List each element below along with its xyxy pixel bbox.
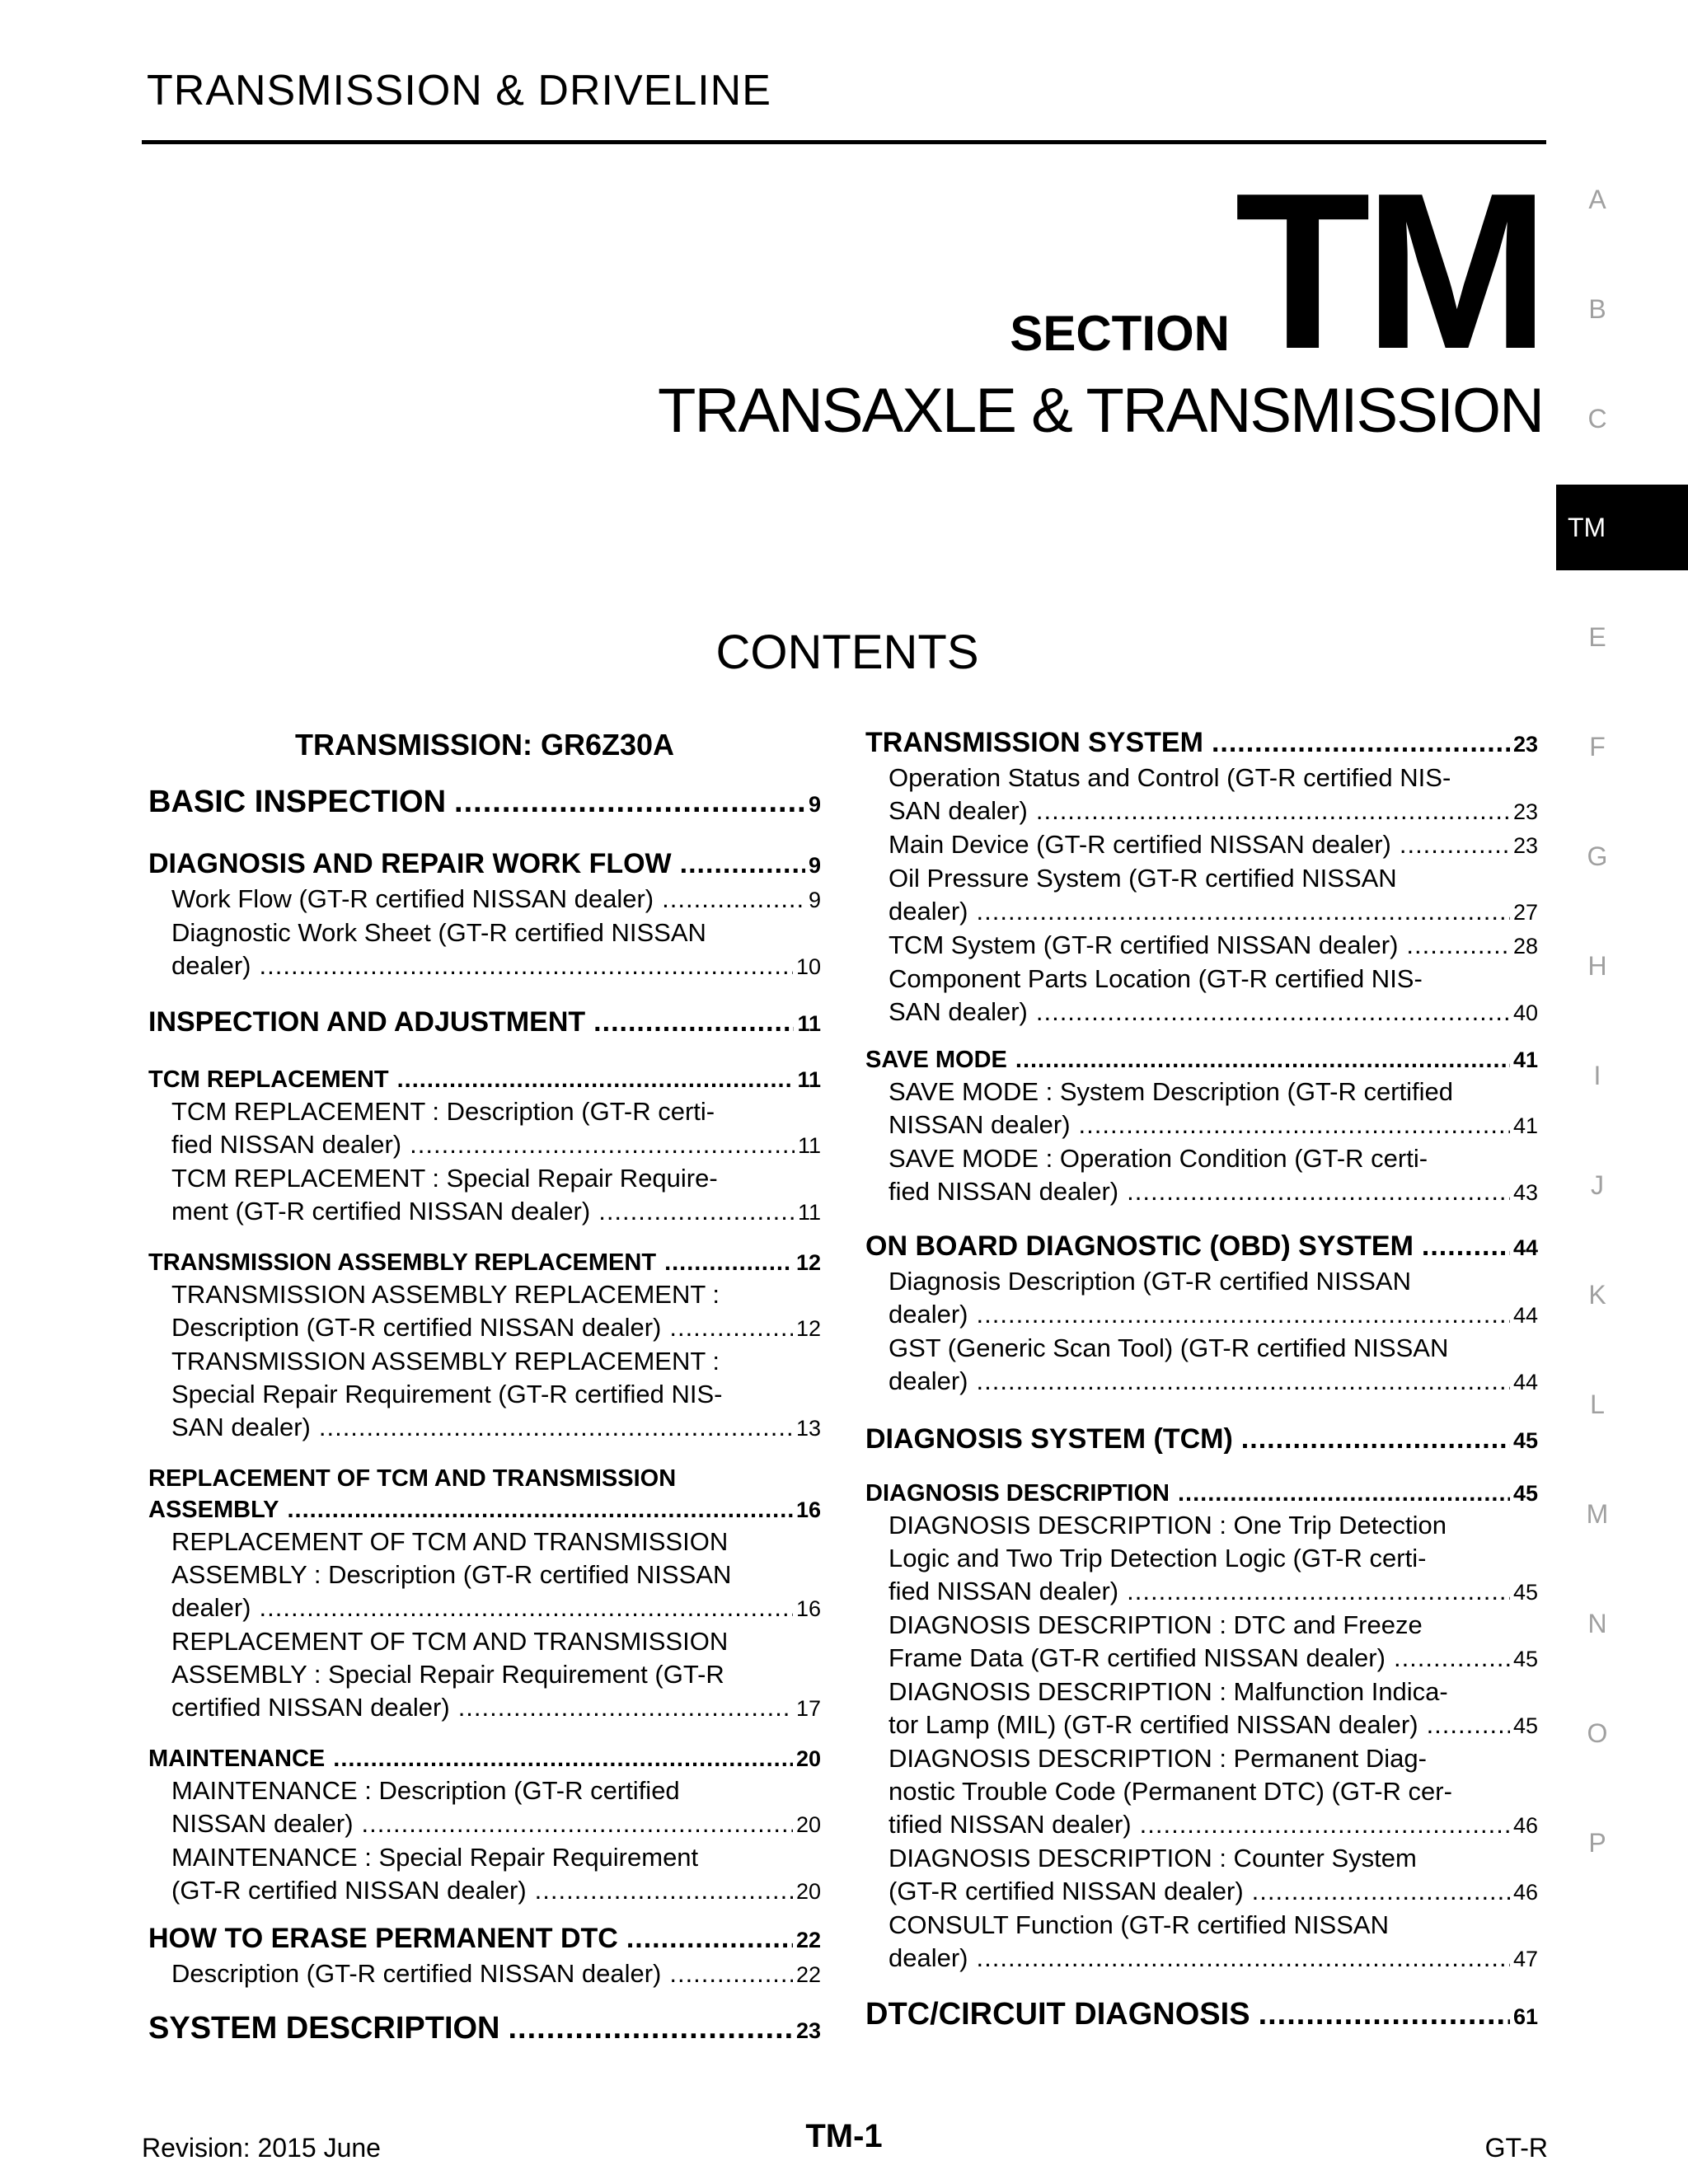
toc-entry-tx-spec-line1: TRANSMISSION ASSEMBLY REPLACEMENT : (171, 1347, 720, 1376)
side-letter-a[interactable]: A (1588, 185, 1606, 214)
toc-entry-work-flow[interactable]: Work Flow (GT-R certified NISSAN dealer) ..... 9 (148, 883, 821, 916)
toc-entry-erase-desc[interactable]: Description (GT-R certified NISSAN dealer) ..... 22 (148, 1957, 821, 1991)
side-index (1556, 0, 1688, 2184)
footer-revision: Revision: 2015 June (142, 2133, 381, 2163)
toc-entry-oil-pressure[interactable]: dealer) ..... 27 (865, 895, 1538, 929)
toc-entry-dd-dtc-line1: DIAGNOSIS DESCRIPTION : DTC and Freeze (889, 1610, 1423, 1639)
toc-subtitle: TRANSMISSION: GR6Z30A (294, 728, 675, 762)
toc-entry-erase-permanent-dtc[interactable]: HOW TO ERASE PERMANENT DTC ..... 22 (148, 1921, 821, 1957)
toc-entry-obd-system[interactable]: ON BOARD DIAGNOSTIC (OBD) SYSTEM ..... 44 (865, 1229, 1538, 1265)
toc-entry-diag-sheet-line1: Diagnostic Work Sheet (GT-R certified NISSAN (171, 918, 706, 947)
toc-entry-both-spec-line2: ASSEMBLY : Special Repair Requirement (GT-R (171, 1660, 724, 1689)
toc-entry-tx-spec[interactable]: SAN dealer) ..... 13 (148, 1411, 821, 1445)
toc-entry-diagnosis-repair-flow[interactable]: DIAGNOSIS AND REPAIR WORK FLOW ..... 9 (148, 846, 821, 883)
toc-right-column (865, 725, 1538, 2036)
toc-entry-main-device[interactable]: Main Device (GT-R certified NISSAN dealer) ..... 23 (865, 828, 1538, 862)
toc-entry-component-location[interactable]: SAN dealer) ..... 40 (865, 996, 1538, 1029)
toc-entry-dd-dtc[interactable]: Frame Data (GT-R certified NISSAN dealer) ..... 45 (865, 1642, 1538, 1675)
toc-entry-tx-desc[interactable]: Description (GT-R certified NISSAN dealer) ..... 12 (148, 1311, 821, 1345)
toc-entry-maint-spec-line1: MAINTENANCE : Special Repair Requirement (171, 1843, 699, 1872)
toc-entry-consult-line1: CONSULT Function (GT-R certified NISSAN (889, 1910, 1389, 1939)
footer-page-label: TM-1 (805, 2118, 883, 2154)
toc-entry-oil-pressure-line1: Oil Pressure System (GT-R certified NISSAN (889, 864, 1397, 893)
toc-entry-both-spec-line1: REPLACEMENT OF TCM AND TRANSMISSION (171, 1627, 729, 1656)
toc-entry-dd-perm[interactable]: tified NISSAN dealer) ..... 46 (865, 1808, 1538, 1842)
toc-entry-gst[interactable]: dealer) ..... 44 (865, 1365, 1538, 1399)
header-rule (142, 140, 1546, 144)
side-letter-b[interactable]: B (1588, 294, 1606, 324)
toc-entry-tcm-spec-line1: TCM REPLACEMENT : Special Repair Require- (171, 1164, 718, 1193)
toc-entry-both-repl-line1: REPLACEMENT OF TCM AND TRANSMISSION (148, 1465, 677, 1492)
toc-entry-tx-spec-line2: Special Repair Requirement (GT-R certified NIS- (171, 1380, 723, 1408)
toc-entry-save-desc-line1: SAVE MODE : System Description (GT-R certified (889, 1077, 1454, 1106)
toc-entry-obd-desc-line1: Diagnosis Description (GT-R certified NISSAN (889, 1267, 1411, 1296)
toc-entry-dd-perm-line2: nostic Trouble Code (Permanent DTC) (GT-R cer- (889, 1777, 1452, 1806)
side-letter-i[interactable]: I (1593, 1061, 1601, 1090)
side-letter-e[interactable]: E (1588, 622, 1606, 652)
toc-entry-basic-inspection[interactable]: BASIC INSPECTION ..... 9 (148, 783, 821, 823)
side-letter-p[interactable]: P (1588, 1828, 1606, 1858)
toc-entry-diagnosis-system-tcm[interactable]: DIAGNOSIS SYSTEM (TCM) ..... 45 (865, 1422, 1538, 1458)
side-letter-o[interactable]: O (1587, 1718, 1608, 1748)
toc-entry-dd-mil-line1: DIAGNOSIS DESCRIPTION : Malfunction Indica- (889, 1677, 1448, 1706)
header-title: TRANSMISSION & DRIVELINE (147, 67, 771, 115)
toc-entry-dd-counter[interactable]: (GT-R certified NISSAN dealer) ..... 46 (865, 1875, 1538, 1909)
toc-entry-maint-spec[interactable]: (GT-R certified NISSAN dealer) ..... 20 (148, 1874, 821, 1908)
section-word: SECTION (1010, 306, 1230, 361)
toc-entry-dd-trip-line2: Logic and Two Trip Detection Logic (GT-R certi- (889, 1544, 1427, 1572)
toc-entry-tcm-replacement[interactable]: TCM REPLACEMENT ..... 11 (148, 1064, 821, 1095)
toc-entry-obd-desc[interactable]: dealer) ..... 44 (865, 1298, 1538, 1332)
toc-entry-comp-loc-line1: Component Parts Location (GT-R certified NIS- (889, 964, 1423, 993)
toc-entry-save-cond[interactable]: fied NISSAN dealer) ..... 43 (865, 1175, 1538, 1209)
side-letter-f[interactable]: F (1589, 732, 1606, 762)
side-letter-k[interactable]: K (1588, 1280, 1606, 1310)
toc-entry-maintenance[interactable]: MAINTENANCE ..... 20 (148, 1743, 821, 1774)
toc-entry-tcm-desc-line1: TCM REPLACEMENT : Description (GT-R certi- (171, 1097, 715, 1126)
section-name: TRANSAXLE & TRANSMISSION (658, 376, 1543, 446)
toc-entry-dd-perm-line1: DIAGNOSIS DESCRIPTION : Permanent Diag- (889, 1744, 1427, 1773)
toc-entry-maint-desc[interactable]: NISSAN dealer) ..... 20 (148, 1807, 821, 1841)
toc-entry-tcm-desc[interactable]: fied NISSAN dealer) ..... 11 (148, 1128, 821, 1162)
toc-entry-save-mode[interactable]: SAVE MODE ..... 41 (865, 1044, 1538, 1076)
toc-entry-replacement-tcm-transmission[interactable]: ASSEMBLY ..... 16 (148, 1494, 821, 1526)
toc-entry-op-status-line1: Operation Status and Control (GT-R certified NIS- (889, 763, 1451, 792)
toc-entry-dtc-circuit-diagnosis[interactable]: DTC/CIRCUIT DIAGNOSIS ..... 61 (865, 1995, 1538, 2036)
toc-entry-tcm-system[interactable]: TCM System (GT-R certified NISSAN dealer) ..... 28 (865, 929, 1538, 963)
toc-entry-op-status[interactable]: SAN dealer) ..... 23 (865, 794, 1538, 828)
toc-entry-transmission-system[interactable]: TRANSMISSION SYSTEM ..... 23 (865, 725, 1538, 762)
toc-entry-both-desc[interactable]: dealer) ..... 16 (148, 1591, 821, 1625)
side-letter-m[interactable]: M (1586, 1499, 1609, 1529)
toc-entry-inspection-adjustment[interactable]: INSPECTION AND ADJUSTMENT ..... 11 (148, 1005, 821, 1041)
section-code: TM (1235, 148, 1543, 396)
footer-model: GT-R (1484, 2133, 1548, 2163)
toc-entry-system-description[interactable]: SYSTEM DESCRIPTION ..... 23 (148, 2009, 821, 2050)
toc-entry-tx-desc-line1: TRANSMISSION ASSEMBLY REPLACEMENT : (171, 1280, 720, 1309)
toc-entry-dd-mil[interactable]: tor Lamp (MIL) (GT-R certified NISSAN dealer) ..... 45 (865, 1708, 1538, 1742)
side-letter-j[interactable]: J (1591, 1170, 1604, 1200)
toc-entry-transmission-assembly-replacement[interactable]: TRANSMISSION ASSEMBLY REPLACEMENT ..... 12 (148, 1247, 821, 1278)
toc-entry-consult[interactable]: dealer) ..... 47 (865, 1942, 1538, 1975)
toc-entry-gst-line1: GST (Generic Scan Tool) (GT-R certified NISSAN (889, 1333, 1449, 1362)
toc-entry-save-desc[interactable]: NISSAN dealer) ..... 41 (865, 1108, 1538, 1142)
toc-entry-save-cond-line1: SAVE MODE : Operation Condition (GT-R certi- (889, 1144, 1428, 1173)
toc-entry-maint-desc-line1: MAINTENANCE : Description (GT-R certified (171, 1776, 680, 1805)
side-letter-g[interactable]: G (1587, 841, 1608, 871)
toc-entry-both-desc-line2: ASSEMBLY : Description (GT-R certified NISSAN (171, 1560, 732, 1589)
toc-entry-both-spec[interactable]: certified NISSAN dealer) ..... 17 (148, 1691, 821, 1725)
toc-entry-dd-counter-line1: DIAGNOSIS DESCRIPTION : Counter System (889, 1844, 1417, 1872)
toc-entry-dd-trip-line1: DIAGNOSIS DESCRIPTION : One Trip Detection (889, 1511, 1447, 1540)
side-tab-active-tm[interactable]: TM (1556, 485, 1688, 570)
toc-entry-dd-trip[interactable]: fied NISSAN dealer) ..... 45 (865, 1575, 1538, 1609)
side-letter-n[interactable]: N (1587, 1609, 1607, 1638)
toc-entry-tcm-spec[interactable]: ment (GT-R certified NISSAN dealer) ..... 11 (148, 1195, 821, 1229)
side-letter-h[interactable]: H (1587, 951, 1607, 981)
toc-entry-diagnosis-description[interactable]: DIAGNOSIS DESCRIPTION ..... 45 (865, 1478, 1538, 1509)
toc-entry-diag-sheet[interactable]: dealer) ..... 10 (148, 949, 821, 983)
side-letter-l[interactable]: L (1590, 1390, 1605, 1419)
toc-left-column (148, 725, 821, 2050)
side-letter-c[interactable]: C (1587, 404, 1607, 434)
toc-entry-both-desc-line1: REPLACEMENT OF TCM AND TRANSMISSION (171, 1527, 729, 1556)
contents-title: CONTENTS (715, 626, 979, 679)
